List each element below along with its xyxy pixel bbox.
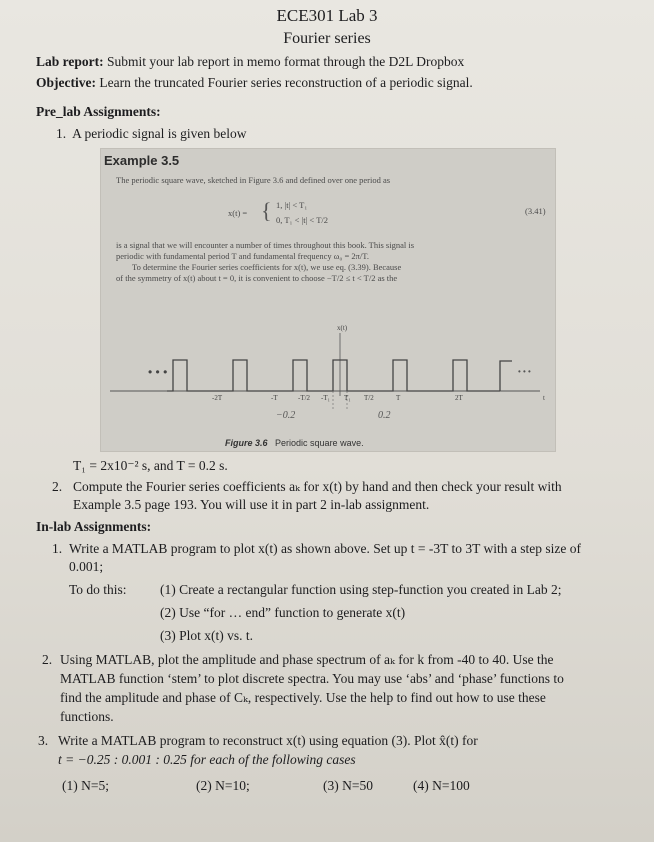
equation-lhs: x(t) =	[228, 208, 248, 218]
equation-brace: {	[261, 198, 272, 223]
todo-step-2: (2) Use “for … end” function to generate x(t)	[160, 605, 406, 620]
case-n10: (2) N=10;	[196, 778, 250, 793]
inlab-heading-text: In-lab Assignments:	[36, 519, 152, 534]
inlab-item-3-line-2: t = −0.25 : 0.001 : 0.25 for each of the following cases	[58, 752, 356, 767]
tick-T1: T₁	[344, 394, 351, 402]
example-figure	[100, 148, 556, 452]
objective-label: Objective:	[36, 75, 96, 90]
item-text: A periodic signal is given below	[72, 126, 247, 141]
example-para-1: is a signal that we will encounter a number of times throughout this book. This signal is	[116, 240, 415, 250]
axis-label: x(t)	[337, 324, 348, 332]
inlab-item-2-line-2: MATLAB function ‘stem’ to plot discrete spectra. You may use ‘abs’ and ‘phase’ functions to	[60, 671, 564, 686]
lab-report-label: Lab report:	[36, 54, 104, 69]
square-wave-plot	[100, 148, 556, 452]
figure-caption-text: Periodic square wave.	[275, 438, 364, 448]
case-n50: (3) N=50	[323, 778, 373, 793]
todo-step-1: (1) Create a rectangular function using step-function you created in Lab 2;	[160, 582, 562, 597]
inlab-item-2-line-4: functions.	[60, 709, 114, 724]
tick-neg-2T: -2T	[212, 394, 223, 402]
equation-case-1: 1, |t| < T₁	[276, 200, 308, 210]
equation-case-2: 0, T₁ < |t| < T/2	[276, 215, 329, 225]
prelab-heading-text: Pre_lab Assignments:	[36, 104, 161, 119]
prelab-heading	[36, 104, 161, 120]
inlab-item-1-number: 1.	[52, 541, 63, 556]
tick-neg-T-half: -T/2	[298, 394, 311, 402]
ellipsis-left: • • •	[148, 365, 168, 379]
example-para-4: of the symmetry of x(t) about t = 0, it is convenient to choose −T/2 ≤ t < T/2 as the	[116, 273, 398, 283]
tick-t: t	[543, 394, 545, 402]
given-values: T₁ = 2x10⁻² s, and T = 0.2 s.	[73, 458, 228, 473]
item-number: 1.	[56, 126, 67, 141]
course-title: ECE301 Lab 3	[276, 6, 378, 25]
prelab-item-2-number: 2.	[52, 479, 63, 494]
inlab-item-3-line-1: Write a MATLAB program to reconstruct x(t) using equation (3). Plot x̂(t) for	[58, 733, 478, 748]
partial-pulse	[500, 361, 512, 391]
objective-text: Learn the truncated Fourier series reconstruction of a periodic signal.	[99, 75, 473, 90]
inlab-item-2-number: 2.	[42, 652, 53, 667]
figure-number: Figure 3.6	[225, 438, 268, 448]
inlab-item-1-line-2: 0.001;	[69, 559, 104, 574]
example-title: Example 3.5	[104, 153, 180, 168]
tick-neg-T1: -T₁	[321, 394, 331, 402]
prelab-item-1	[56, 126, 247, 142]
prelab-item-2-line-2: Example 3.5 page 193. You will use it in part 2 in-lab assignment.	[73, 497, 430, 512]
square-wave-trace	[167, 360, 500, 391]
todo-label: To do this:	[69, 582, 127, 597]
case-n100: (4) N=100	[413, 778, 470, 793]
example-para-2: periodic with fundamental period T and fundamental frequency ω₀ = 2π/T.	[116, 251, 369, 261]
tick-T: T	[396, 394, 401, 402]
lab-report-line	[36, 54, 464, 70]
tick-T-half: T/2	[364, 394, 374, 402]
example-intro: The periodic square wave, sketched in Figure 3.6 and defined over one period as	[116, 175, 391, 185]
equation-number: (3.41)	[525, 206, 546, 216]
ellipsis-right: • • •	[518, 367, 531, 376]
figure-caption	[225, 438, 364, 448]
example-para-3: To determine the Fourier series coefficients for x(t), we use eq. (3.39). Because	[132, 262, 402, 272]
lab-report-text: Submit your lab report in memo format through the D2L Dropbox	[107, 54, 465, 69]
inlab-item-2-line-1: Using MATLAB, plot the amplitude and phase spectrum of aₖ for k from -40 to 40. Use the	[60, 652, 554, 667]
tick-2T: 2T	[455, 394, 463, 402]
inlab-item-3-number: 3.	[38, 733, 49, 748]
case-n5: (1) N=5;	[62, 778, 109, 793]
objective-line	[36, 75, 473, 91]
inlab-item-2-line-3: find the amplitude and phase of Cₖ, respectively. Use the help to find out how to use these	[60, 690, 546, 705]
todo-step-3: (3) Plot x(t) vs. t.	[160, 628, 253, 643]
handwritten-note-right: 0.2	[378, 410, 391, 421]
handwritten-note-left: −0.2	[276, 410, 296, 421]
inlab-heading	[36, 519, 151, 535]
tick-neg-T: -T	[271, 394, 278, 402]
inlab-item-1-line-1: Write a MATLAB program to plot x(t) as shown above. Set up t = -3T to 3T with a step size of	[69, 541, 581, 556]
prelab-item-2-line-1: Compute the Fourier series coefficients aₖ for x(t) by hand and then check your result with	[73, 479, 562, 494]
page-subtitle: Fourier series	[283, 30, 371, 47]
